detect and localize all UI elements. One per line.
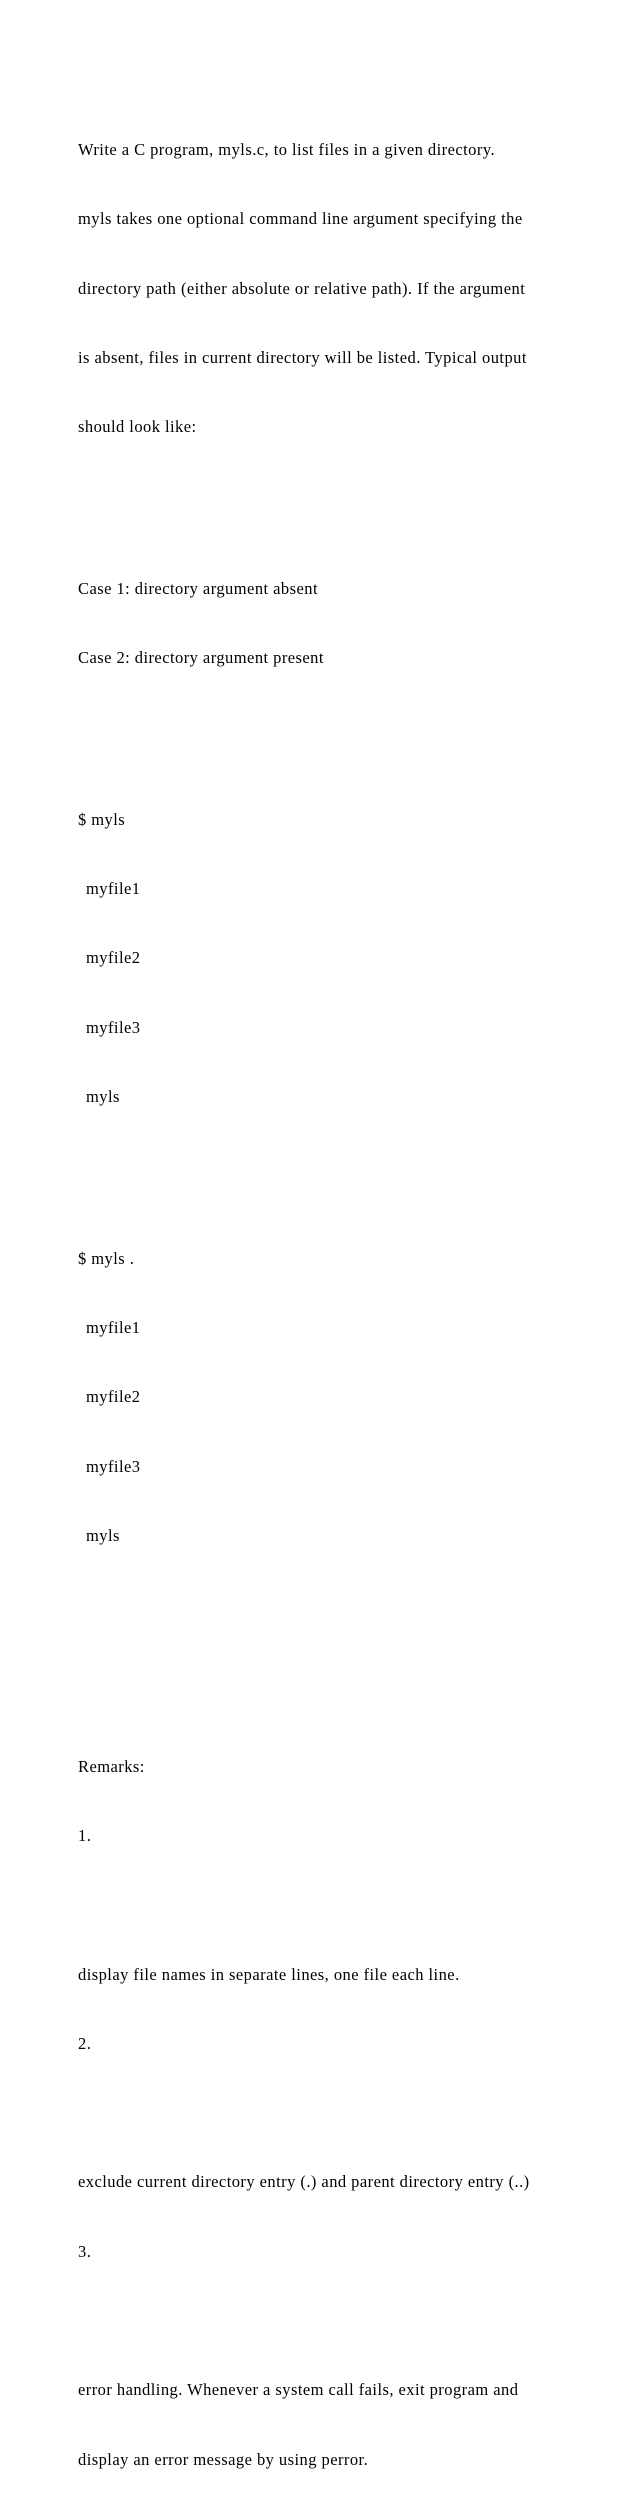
case-line: Case 2: directory argument present <box>78 648 324 668</box>
remark-number: 1. <box>78 1826 92 1846</box>
example-output-line: myfile3 <box>86 1456 141 1476</box>
remark-text: display an error message by using perror. <box>78 2449 369 2469</box>
blank-line <box>78 2101 618 2124</box>
intro-line: Write a C program, myls.c, to list files in a given directory. <box>78 140 496 160</box>
remark-text: exclude current directory entry (.) and parent directory entry (..) <box>78 2172 530 2192</box>
example-command: $ myls <box>78 809 126 829</box>
example-output-line: myfile3 <box>86 1017 141 1037</box>
blank-line <box>78 1593 618 1616</box>
example-output-line: myfile1 <box>86 1317 141 1337</box>
document-body <box>78 92 618 2517</box>
example-output-line: myfile2 <box>86 948 141 968</box>
remark-number: 2. <box>78 2033 92 2053</box>
blank-line <box>78 485 618 508</box>
blank-line <box>78 2309 618 2332</box>
blank-line <box>78 716 618 739</box>
example-output-line: myls <box>86 1087 120 1107</box>
intro-line: directory path (either absolute or relative path). If the argument <box>78 278 526 298</box>
example-output-line: myfile1 <box>86 879 141 899</box>
example-output-line: myfile2 <box>86 1387 141 1407</box>
remark-number: 3. <box>78 2241 92 2261</box>
blank-line <box>78 1154 618 1177</box>
intro-line: myls takes one optional command line argument specifying the <box>78 209 523 229</box>
blank-line <box>78 1893 618 1916</box>
blank-line <box>78 1662 618 1685</box>
example-command: $ myls . <box>78 1248 135 1268</box>
case-line: Case 1: directory argument absent <box>78 578 318 598</box>
remark-text: error handling. Whenever a system call fails, exit program and <box>78 2380 519 2400</box>
intro-line: is absent, files in current directory will be listed. Typical output <box>78 348 527 368</box>
remarks-heading: Remarks: <box>78 1756 145 1776</box>
remark-text: display file names in separate lines, one file each line. <box>78 1964 460 1984</box>
intro-line: should look like: <box>78 417 197 437</box>
example-output-line: myls <box>86 1525 120 1545</box>
